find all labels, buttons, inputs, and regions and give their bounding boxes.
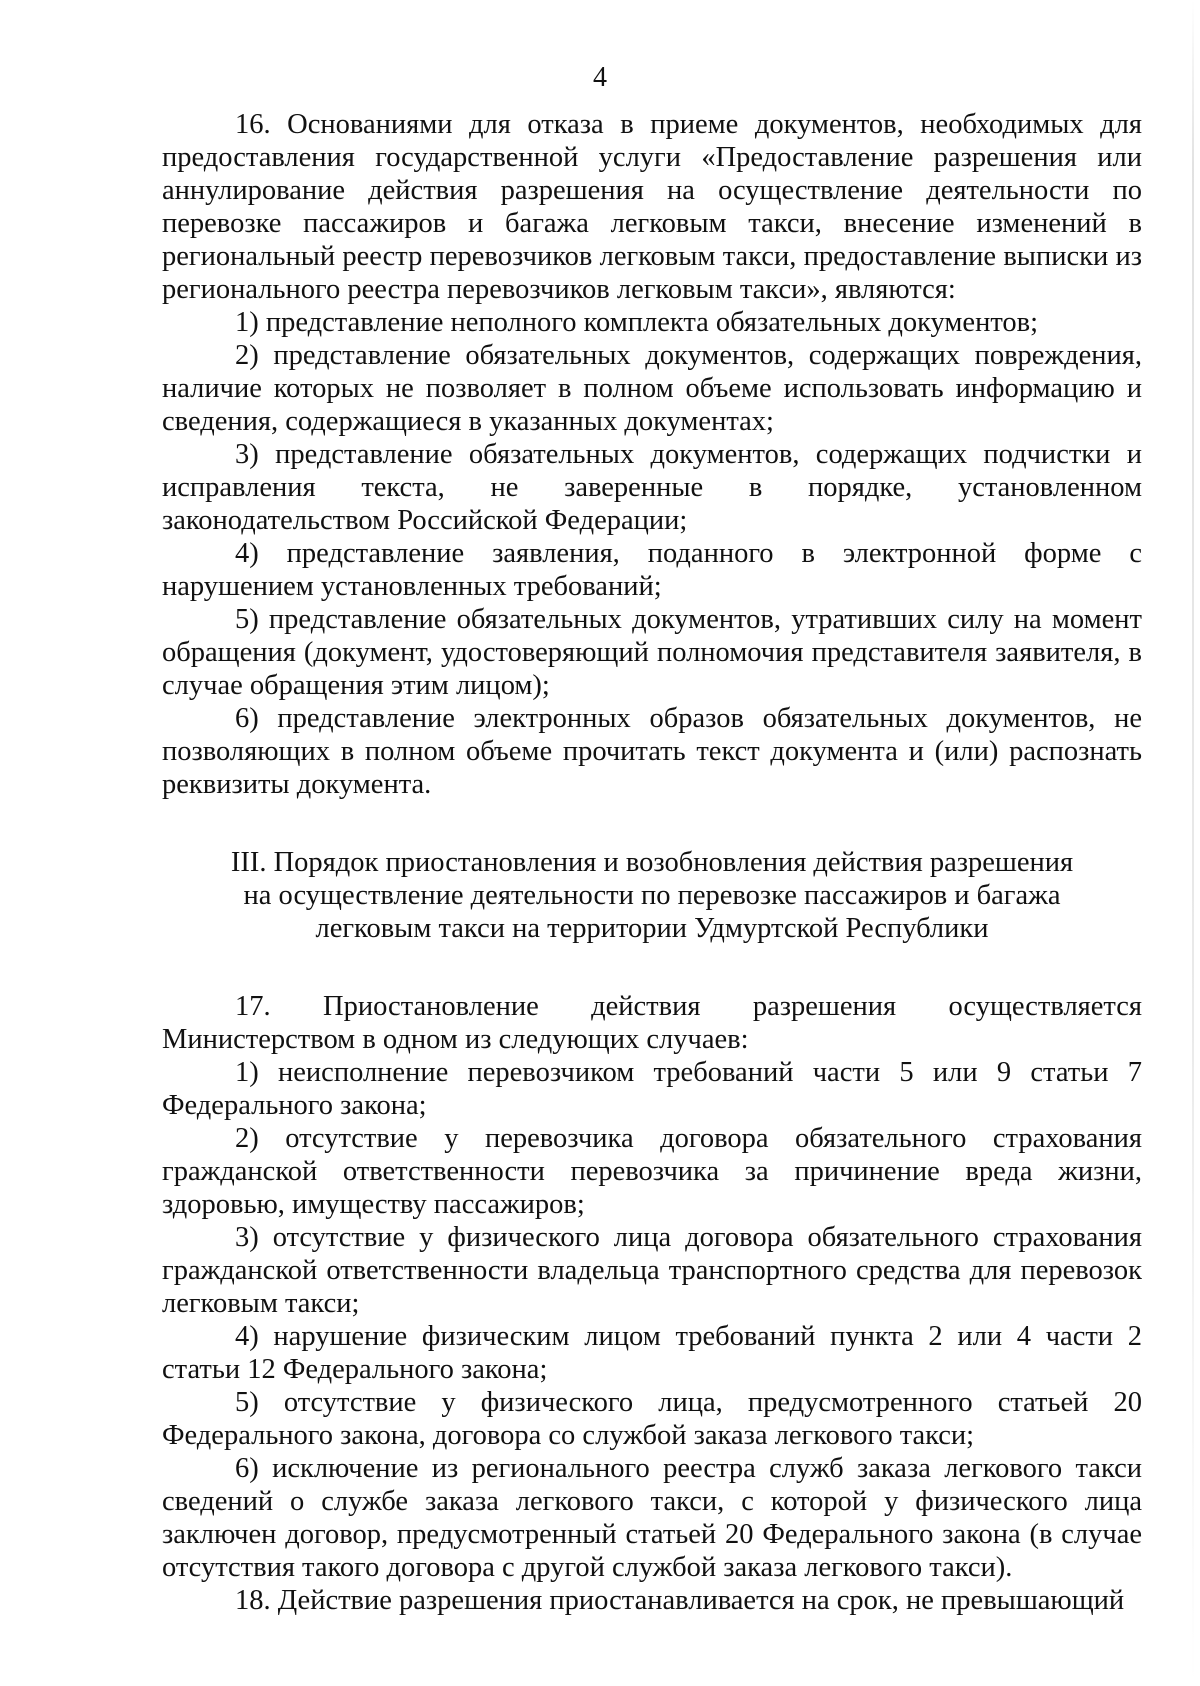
list-item-16-3: 3) представление обязательных документов, содержащих подчистки и исправления текста, не заверенные в порядке, установленном законодательством Российской Федерации; [162,439,1142,536]
list-item-16-4: 4) представление заявления, поданного в электронной форме с нарушением установленных требований; [162,538,1142,602]
list-item-16-6: 6) представление электронных образов обязательных документов, не позволяющих в полном объеме прочитать текст документа и (или) распознать реквизиты документа. [162,703,1142,800]
section-heading [162,846,1142,945]
document-body [162,108,1142,1617]
list-item-17-3: 3) отсутствие у физического лица договора обязательного страхования гражданской ответственности владельца транспортного средства для перевозок легковым такси; [162,1222,1142,1319]
list-item-16-2: 2) представление обязательных документов, содержащих повреждения, наличие которых не позволяет в полном объеме использовать информацию и сведения, содержащиеся в указанных документах; [162,340,1142,437]
section-heading-line: легковым такси на территории Удмуртской Республики [315,913,989,944]
list-item-16-5: 5) представление обязательных документов, утративших силу на момент обращения (документ, удостоверяющий полномочия представителя заявителя, в случае обращения этим лицом); [162,604,1142,701]
section-heading-line: на осуществление деятельности по перевозке пассажиров и багажа [243,880,1061,911]
scan-edge-shadow [1192,0,1194,1686]
list-item-16-1: 1) представление неполного комплекта обязательных документов; [235,307,1039,338]
section-heading-line: III. Порядок приостановления и возобновления действия разрешения [230,847,1074,878]
list-item-17-6: 6) исключение из регионального реестра служб заказа легкового такси сведений о службе заказа легкового такси, с которой у физического лица заключен договор, предусмотренный статьей 20 Федерального закона (в случае отсутствия такого договора с другой службой заказа легкового такси). [162,1453,1142,1583]
list-item-17-1: 1) неисполнение перевозчиком требований части 5 или 9 статьи 7 Федерального закона; [162,1057,1142,1121]
list-item-17-4: 4) нарушение физическим лицом требований пункта 2 или 4 части 2 статьи 12 Федерального закона; [162,1321,1142,1385]
list-item-17-5: 5) отсутствие у физического лица, предусмотренного статьей 20 Федерального закона, договора со службой заказа легкового такси; [162,1387,1142,1451]
page-number: 4 [593,62,607,93]
paragraph-18: 18. Действие разрешения приостанавливается на срок, не превышающий [235,1585,1125,1616]
list-item-17-2: 2) отсутствие у перевозчика договора обязательного страхования гражданской ответственности перевозчика за причинение вреда жизни, здоровью, имуществу пассажиров; [162,1123,1142,1220]
paragraph-17: 17. Приостановление действия разрешения осуществляется Министерством в одном из следующих случаев: [162,991,1142,1055]
paragraph-16: 16. Основаниями для отказа в приеме документов, необходимых для предоставления государственной услуги «Предоставление разрешения или аннулирование действия разрешения на осуществление деятельности по перевозке пассажиров и багажа легковым такси, внесение изменений в региональный реестр перевозчиков легковым такси, предоставление выписки из регионального реестра перевозчиков легковым такси», являются: [162,109,1142,305]
